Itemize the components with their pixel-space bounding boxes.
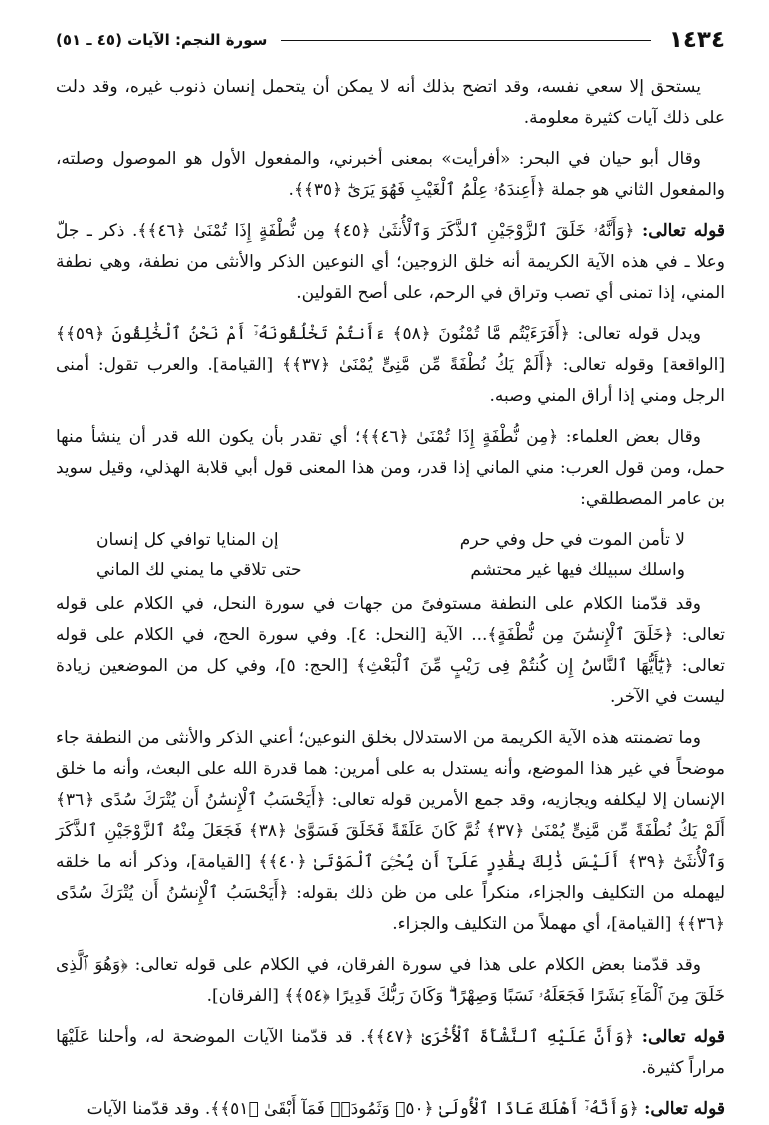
page-header [56,22,725,58]
paragraph: ويدل قوله تعالى: ﴿أَفَرَءَيْتُم مَّا تُمْنُونَ ﴿٥٨﴾ ءَأَنتُمْ تَخْلُقُونَهُۥٓ أَمْ نَحْنُ ٱلْخَٰلِقُونَ ﴿٥٩﴾﴾ [الواقعة] وقوله تعالى: ﴿أَلَمْ يَكُ نُطْفَةً مِّن مَّنِىٍّ يُمْنَىٰ ﴿٣٧﴾﴾ [القيامة]. والعرب تقول: أمنى الرجل ومني إذا أراق المني وصبه. [56,324,726,406]
paragraph: قوله تعالى: ﴿وَأَنَّ عَلَيْهِ ٱلنَّشْأَةَ ٱلْأُخْرَىٰ ﴿٤٧﴾﴾. قد قدّمنا الآيات الموضحة له، وأحلنا عَلَيْهَا مراراً كثيرة. [56,1027,725,1078]
paragraph: وقد قدّمنا الكلام على النطفة مستوفىً من جهات في سورة النحل، في الكلام على قوله تعالى: ﴿خَلَقَ ٱلْإِنسَٰنَ مِن نُّطْفَةٍ﴾... الآية [النحل: ٤]. وفي سورة الحج، في الكلام على قوله تعالى: ﴿يَٰٓأَيُّهَا ٱلنَّاسُ إِن كُنتُمْ فِى رَيْبٍ مِّنَ ٱلْبَعْثِ﴾ [الحج: ٥]، وفي كل من الموضعين زيادة ليست في الآخر. [56,594,726,707]
paragraph: يستحق إلا سعي نفسه، وقد اتضح بذلك أنه لا يمكن أن يتحمل إنسان ذنوب غيره، وقد دلت على ذلك آيات كثيرة معلومة. [56,77,725,128]
paragraph: وقد قدّمنا بعض الكلام على هذا في سورة الفرقان، في الكلام على قوله تعالى: ﴿وَهُوَ ٱلَّذِى خَلَقَ مِنَ ٱلْمَآءِ بَشَرًا فَجَعَلَهُۥ نَسَبًا وَصِهْرًا ۗ وَكَانَ رَبُّكَ قَدِيرًا ﴿٥٤﴾﴾ [الفرقان]. [56,955,725,1006]
page-number: ١٤٣٤ [668,27,725,53]
paragraph: وقال بعض العلماء: ﴿مِن نُّطْفَةٍ إِذَا تُمْنَىٰ ﴿٤٦﴾﴾؛ أي تقدر بأن يكون الله قدر أن ينشأ منها حمل، ومن قول العرب: مني الماني إذا قدر، ومن هذا المعنى قول أبي قلابة الهذلي، وقيل سويد بن عامر المصطلقي: [56,427,725,509]
poem-verse [96,525,685,555]
paragraph: قوله تعالى: ﴿وَأَنَّهُۥٓ أَهْلَكَ عَادًا ٱلْأُولَىٰ ﴿٥٠﴾ وَثَمُودَا۟ فَمَآ أَبْقَىٰ ﴿٥١﴾﴾. وقد قدّمنا الآيات [86,1099,725,1119]
paragraph: قوله تعالى: ﴿وَأَنَّهُۥ خَلَقَ ٱلزَّوْجَيْنِ ٱلذَّكَرَ وَٱلْأُنثَىٰ ﴿٤٥﴾ مِن نُّطْفَةٍ إِذَا تُمْنَىٰ ﴿٤٦﴾﴾. ذكر ـ جلّ وعلا ـ في هذه الآية الكريمة أنه خلق الزوجين؛ أي النوعين الذكر والأنثى من نطفة، وهي نطفة المني، إذا تمنى أي تصب وتراق في الرحم، على أصح القولين. [56,221,725,303]
verse-first-hemistich: واسلك سبيلك فيها غير محتشم [470,560,685,580]
verse-second-hemistich: إن المنايا توافي كل إنسان [96,530,279,550]
paragraph: وما تضمنته هذه الآية الكريمة من الاستدلال بخلق النوعين؛ أعني الذكر والأنثى من النطفة جاء موضحاً في غير هذا الموضع، وأنه يستدل به على أمرين: هما قدرة الله على البعث، وأنه ما خلق الإنسان إلا ليكلفه ويجازيه، وقد جمع الأمرين قوله تعالى: ﴿أَيَحْسَبُ ٱلْإِنسَٰنُ أَن يُتْرَكَ سُدًى ﴿٣٦﴾ أَلَمْ يَكُ نُطْفَةً مِّن مَّنِىٍّ يُمْنَىٰ ﴿٣٧﴾ ثُمَّ كَانَ عَلَقَةً فَخَلَقَ فَسَوَّىٰ ﴿٣٨﴾ فَجَعَلَ مِنْهُ ٱلزَّوْجَيْنِ ٱلذَّكَرَ وَٱلْأُنثَىٰٓ ﴿٣٩﴾ أَلَيْسَ ذَٰلِكَ بِقَٰدِرٍ عَلَىٰٓ أَن يُحْـِۧىَ ٱلْمَوْتَىٰ ﴿٤٠﴾﴾ [القيامة]، وذكر أنه ما خلقه ليهمله من التكليف والجزاء، منكراً على من ظن ذلك بقوله: ﴿أَيَحْسَبُ ٱلْإِنسَٰنُ أَن يُتْرَكَ سُدًى ﴿٣٦﴾﴾ [القيامة]، أي مهملاً من التكليف والجزاء. [56,728,726,934]
running-title: سورة النجم: الآيات (٤٥ ـ ٥١) [56,31,268,49]
body-text [56,72,725,1125]
verse-first-hemistich: لا تأمن الموت في حل وفي حرم [459,530,685,550]
verse-second-hemistich: حتى تلاقي ما يمني لك الماني [96,560,302,580]
header-rule [281,40,650,41]
paragraph: وقال أبو حيان في البحر: «أفرأيت» بمعنى أخبرني، والمفعول الأول هو الموصول وصلته، والمفعول الثاني هو جملة ﴿أَعِندَهُۥ عِلْمُ ٱلْغَيْبِ فَهُوَ يَرَىٰٓ ﴿٣٥﴾﴾. [56,149,725,200]
poem-verse [96,555,685,585]
poem [96,525,685,585]
